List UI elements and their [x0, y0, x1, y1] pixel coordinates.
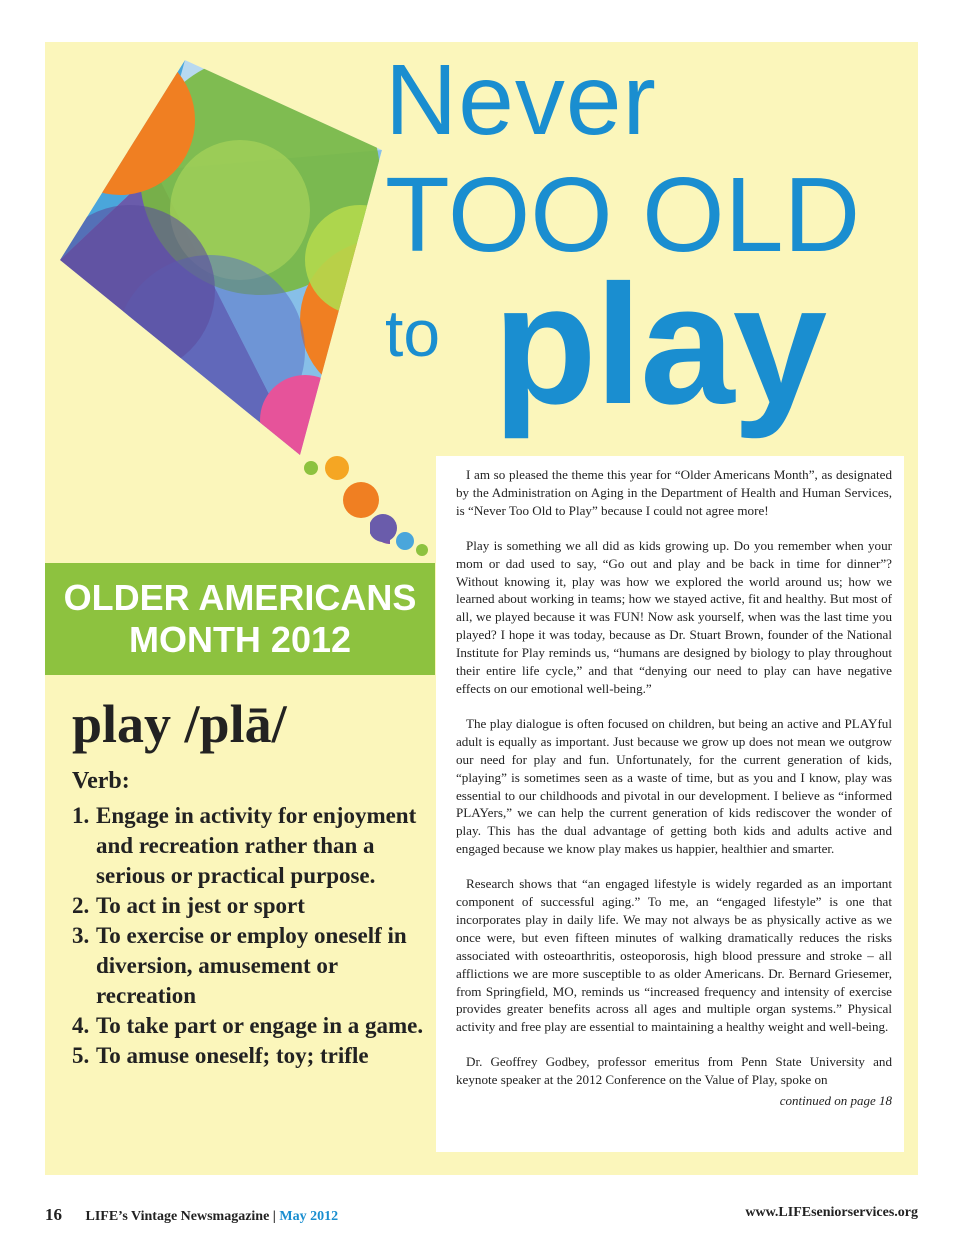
sense-number: 1. [72, 803, 90, 828]
banner-line-1: OLDER AMERICANS [63, 577, 417, 618]
definition-part-of-speech: Verb: [72, 768, 130, 794]
kite-tail-dots [370, 508, 430, 558]
article-paragraph: Research shows that “an engaged lifestyle is widely regarded as an important component of successful aging.” To me, an “engaged lifestyle” is one that incorporates play in daily life. We may not always be as physically active as we once were, but even fifteen minutes of walking dramatically reduces the risks associated with osteoarthritis, osteoporosis, high blood pressure and stroke – all afflictions we are more susceptible to as older Americans. Dr. Bernard Griesemer, from Springfield, MO, reminds us “increased frequency and intensity of exercise provides greater benefits across all ages and multiple organ systems.” Physical activity and free play are essential to maintaining a healthy weight and well-being. [456, 876, 892, 1035]
definition-sense [72, 801, 432, 891]
banner-line-2: MONTH 2012 [128, 619, 352, 660]
article-paragraph: I am so pleased the theme this year for “Older Americans Month”, as designated by the Administration on Aging in the Department of Health and Human Services, is “Never Too Old to Play” because I could not agree more! [456, 467, 892, 518]
headline-to: to [385, 296, 441, 370]
sense-number: 4. [72, 1013, 90, 1038]
definition-sense [72, 1011, 432, 1041]
sense-text: To act in jest or sport [96, 893, 305, 918]
article-body [436, 456, 904, 1152]
footer-website: www.LIFEseniorservices.org [745, 1205, 918, 1220]
older-americans-banner [45, 563, 435, 675]
sense-text: To take part or engage in a game. [96, 1013, 424, 1038]
article-paragraph: Dr. Geoffrey Godbey, professor emeritus from Penn State University and keynote speaker at the 2012 Conference on the Value of Play, spoke on [456, 1054, 892, 1088]
sense-text: To exercise or employ oneself in diversion, amusement or recreation [96, 923, 407, 1008]
footer-left [45, 1205, 338, 1225]
issue-date: May 2012 [279, 1209, 339, 1224]
definition-sense [72, 921, 432, 1011]
continued-note: continued on page 18 [779, 1093, 892, 1109]
sense-number: 5. [72, 1043, 90, 1068]
headline-never: Never [385, 44, 657, 156]
definition-sense [72, 1041, 432, 1071]
page-number: 16 [45, 1205, 62, 1224]
definition-senses [72, 801, 432, 1071]
publication-name: LIFE’s Vintage Newsmagazine | [85, 1209, 276, 1224]
sense-number: 3. [72, 923, 90, 948]
sense-number: 2. [72, 893, 90, 918]
article-paragraph: Play is something we all did as kids growing up. Do you remember when your mom or dad used to say, “Go out and play and be back in time for dinner”? Without knowing it, play was how we explored the world around us; how we learned about working in teams; how we stayed active, fit and healthy. But most of all, we played because it was FUN! Now ask yourself, when was the last time you played? I hope it was today, because as Dr. Stuart Brown, founder of the National Institute for Play reminds us, “humans are designed by biology to play throughout their entire life cycle,” and that “denying our need to play can have negative effects on our emotional well-being.” [456, 537, 892, 696]
article-paragraph: The play dialogue is often focused on children, but being an active and PLAYful adult is equally as important. Just because we grow up does not mean we outgrow our need for play and fun. Unfortunately, for the current generation of kids, “playing” is sometimes seen as a waste of time, but as you and I know, play was essential to our childhoods and pivotal in our development. I believe as “informed PLAYers,” we can help the current generation of kids rediscover the wonder of play. This has the dual advantage of getting both kids and adults active and engaged because we know play makes us happier, healthier and smarter. [456, 715, 892, 857]
headline-too-old: TOO OLD [385, 156, 861, 274]
definition-headword: play /plā/ [72, 694, 287, 754]
sense-text: Engage in activity for enjoyment and recreation rather than a serious or practical purpose. [96, 803, 417, 888]
sense-text: To amuse oneself; toy; trifle [96, 1043, 369, 1068]
definition-sense [72, 891, 432, 921]
kite-illustration [60, 60, 390, 570]
play-definition [72, 692, 432, 1071]
headline-play: play [493, 250, 826, 440]
